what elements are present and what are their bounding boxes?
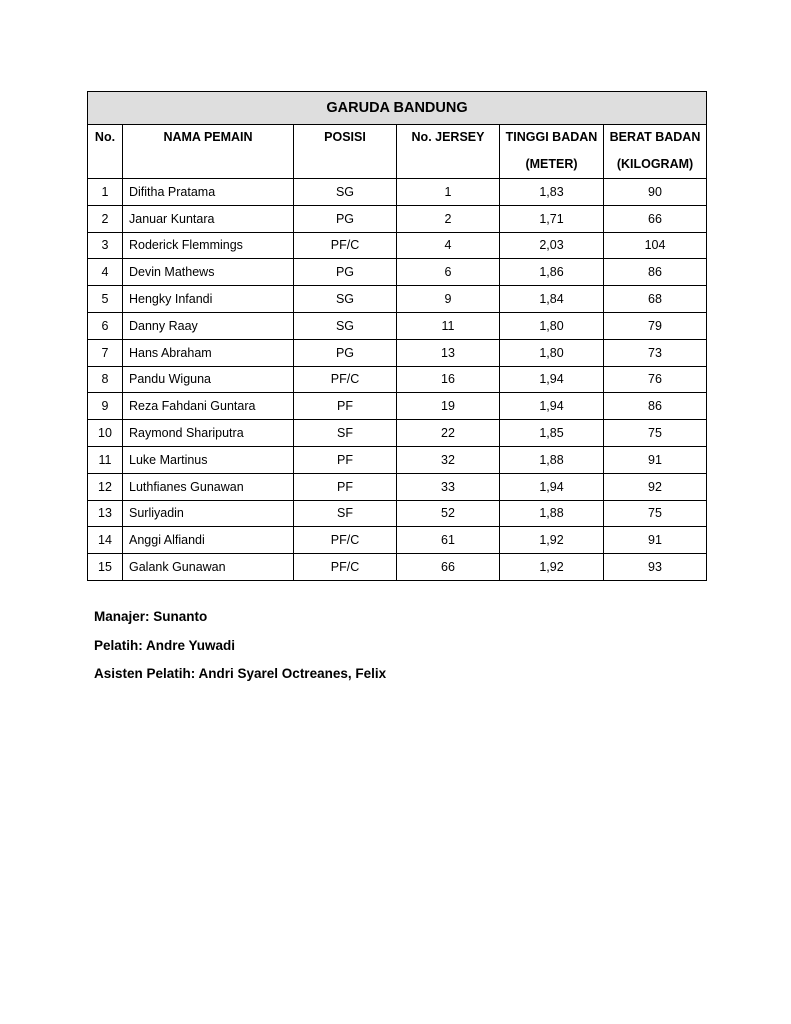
cell-jersey: 33 [397, 473, 500, 500]
cell-jersey: 22 [397, 420, 500, 447]
cell-no: 10 [88, 420, 123, 447]
cell-posisi: SG [294, 179, 397, 206]
cell-no: 9 [88, 393, 123, 420]
cell-jersey: 32 [397, 446, 500, 473]
cell-tinggi: 1,71 [500, 205, 604, 232]
cell-no: 14 [88, 527, 123, 554]
cell-nama: Januar Kuntara [123, 205, 294, 232]
cell-no: 1 [88, 179, 123, 206]
table-row [88, 473, 707, 500]
header-no: No. [88, 125, 123, 179]
cell-posisi: PG [294, 259, 397, 286]
cell-tinggi: 1,84 [500, 286, 604, 313]
roster-table [87, 91, 707, 581]
title-row [88, 92, 707, 125]
cell-berat: 76 [604, 366, 707, 393]
cell-posisi: PF/C [294, 366, 397, 393]
cell-tinggi: 1,94 [500, 366, 604, 393]
table-row [88, 312, 707, 339]
cell-posisi: SG [294, 286, 397, 313]
cell-jersey: 13 [397, 339, 500, 366]
header-posisi: POSISI [294, 125, 397, 179]
cell-berat: 91 [604, 446, 707, 473]
cell-nama: Surliyadin [123, 500, 294, 527]
cell-no: 11 [88, 446, 123, 473]
cell-tinggi: 1,92 [500, 554, 604, 581]
cell-no: 4 [88, 259, 123, 286]
cell-berat: 86 [604, 259, 707, 286]
table-row [88, 527, 707, 554]
cell-no: 3 [88, 232, 123, 259]
cell-no: 15 [88, 554, 123, 581]
cell-berat: 104 [604, 232, 707, 259]
cell-nama: Luthfianes Gunawan [123, 473, 294, 500]
cell-tinggi: 1,80 [500, 312, 604, 339]
cell-jersey: 6 [397, 259, 500, 286]
cell-nama: Pandu Wiguna [123, 366, 294, 393]
cell-nama: Raymond Shariputra [123, 420, 294, 447]
cell-berat: 75 [604, 500, 707, 527]
cell-jersey: 2 [397, 205, 500, 232]
table-row [88, 205, 707, 232]
table-title: GARUDA BANDUNG [88, 92, 707, 125]
table-row [88, 393, 707, 420]
cell-no: 6 [88, 312, 123, 339]
cell-nama: Danny Raay [123, 312, 294, 339]
cell-no: 2 [88, 205, 123, 232]
table-row [88, 339, 707, 366]
cell-tinggi: 1,94 [500, 473, 604, 500]
cell-posisi: PG [294, 205, 397, 232]
cell-posisi: PF [294, 393, 397, 420]
cell-berat: 68 [604, 286, 707, 313]
table-row [88, 554, 707, 581]
asisten-pelatih-line: Asisten Pelatih: Andri Syarel Octreanes, Felix [94, 666, 387, 681]
cell-tinggi: 2,03 [500, 232, 604, 259]
cell-nama: Galank Gunawan [123, 554, 294, 581]
cell-jersey: 9 [397, 286, 500, 313]
cell-posisi: PF/C [294, 232, 397, 259]
cell-posisi: PF [294, 473, 397, 500]
cell-posisi: PF/C [294, 527, 397, 554]
cell-jersey: 61 [397, 527, 500, 554]
cell-berat: 93 [604, 554, 707, 581]
cell-no: 7 [88, 339, 123, 366]
table-row [88, 286, 707, 313]
cell-nama: Devin Mathews [123, 259, 294, 286]
cell-berat: 90 [604, 179, 707, 206]
cell-tinggi: 1,88 [500, 446, 604, 473]
cell-no: 5 [88, 286, 123, 313]
cell-jersey: 19 [397, 393, 500, 420]
cell-nama: Anggi Alfiandi [123, 527, 294, 554]
header-tinggi-badan: TINGGI BADAN (METER) [500, 125, 604, 179]
staff-section [94, 607, 386, 693]
table-row [88, 259, 707, 286]
manajer-line: Manajer: Sunanto [94, 609, 208, 624]
pelatih-line: Pelatih: Andre Yuwadi [94, 637, 236, 653]
cell-tinggi: 1,88 [500, 500, 604, 527]
header-berat-badan: BERAT BADAN (KILOGRAM) [604, 125, 707, 179]
table-row [88, 500, 707, 527]
cell-berat: 86 [604, 393, 707, 420]
cell-nama: Reza Fahdani Guntara [123, 393, 294, 420]
header-nama-pemain: NAMA PEMAIN [123, 125, 294, 179]
cell-no: 8 [88, 366, 123, 393]
cell-nama: Luke Martinus [123, 446, 294, 473]
cell-berat: 66 [604, 205, 707, 232]
cell-posisi: PF [294, 446, 397, 473]
cell-posisi: SF [294, 420, 397, 447]
cell-jersey: 66 [397, 554, 500, 581]
cell-jersey: 52 [397, 500, 500, 527]
table-row [88, 232, 707, 259]
cell-no: 13 [88, 500, 123, 527]
cell-jersey: 11 [397, 312, 500, 339]
cell-no: 12 [88, 473, 123, 500]
cell-posisi: SF [294, 500, 397, 527]
cell-berat: 92 [604, 473, 707, 500]
table-row [88, 366, 707, 393]
cell-posisi: PG [294, 339, 397, 366]
cell-nama: Hans Abraham [123, 339, 294, 366]
cell-berat: 91 [604, 527, 707, 554]
cell-berat: 79 [604, 312, 707, 339]
cell-berat: 73 [604, 339, 707, 366]
cell-nama: Hengky Infandi [123, 286, 294, 313]
cell-posisi: PF/C [294, 554, 397, 581]
cell-jersey: 16 [397, 366, 500, 393]
cell-jersey: 4 [397, 232, 500, 259]
header-no-jersey: No. JERSEY [397, 125, 500, 179]
cell-tinggi: 1,83 [500, 179, 604, 206]
cell-nama: Roderick Flemmings [123, 232, 294, 259]
cell-tinggi: 1,86 [500, 259, 604, 286]
table-row [88, 446, 707, 473]
cell-tinggi: 1,92 [500, 527, 604, 554]
header-row [88, 125, 707, 179]
cell-jersey: 1 [397, 179, 500, 206]
cell-tinggi: 1,94 [500, 393, 604, 420]
table-row [88, 179, 707, 206]
cell-tinggi: 1,85 [500, 420, 604, 447]
cell-berat: 75 [604, 420, 707, 447]
roster-body [88, 179, 707, 581]
cell-nama: Difitha Pratama [123, 179, 294, 206]
table-row [88, 420, 707, 447]
cell-tinggi: 1,80 [500, 339, 604, 366]
cell-posisi: SG [294, 312, 397, 339]
